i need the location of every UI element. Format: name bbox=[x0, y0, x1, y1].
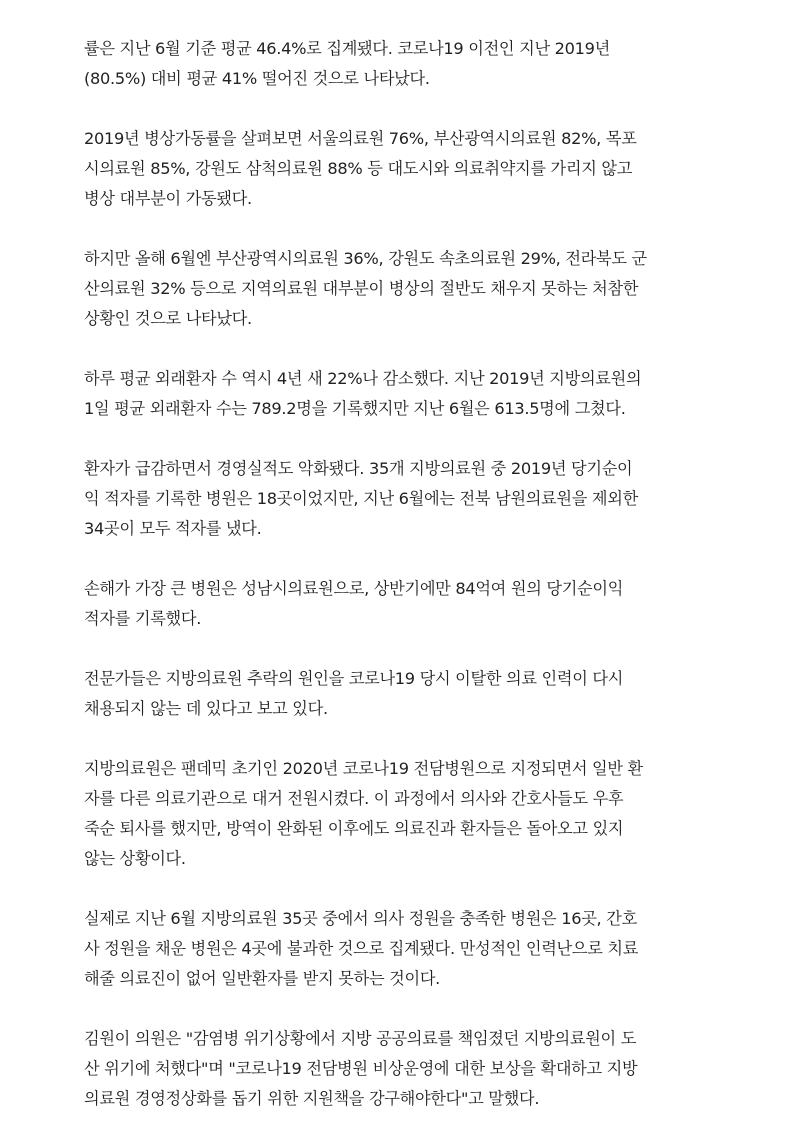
text-line: 지방의료원은 팬데믹 초기인 2020년 코로나19 전담병원으로 지정되면서 일반 환 bbox=[84, 759, 643, 778]
text-line: (80.5%) 대비 평균 41% 떨어진 것으로 나타났다. bbox=[84, 69, 430, 88]
text-line: 익 적자를 기록한 병원은 18곳이었지만, 지난 6월에는 전북 남원의료원을 제외한 bbox=[84, 489, 638, 508]
text-line: 김원이 의원은 "감염병 위기상황에서 지방 공공의료를 책임졌던 지방의료원이 도 bbox=[84, 1029, 637, 1048]
text-line: 사 정원을 채운 병원은 4곳에 불과한 것으로 집계됐다. 만성적인 인력난으로 치료 bbox=[84, 939, 639, 958]
paragraph bbox=[84, 34, 724, 94]
text-line: 않는 상황이다. bbox=[84, 849, 186, 868]
paragraph bbox=[84, 124, 724, 214]
text-line: 산의료원 32% 등으로 지역의료원 대부분이 병상의 절반도 채우지 못하는 처참한 bbox=[84, 279, 639, 298]
text-line: 하지만 올해 6월엔 부산광역시의료원 36%, 강원도 속초의료원 29%, 전라북도 군 bbox=[84, 249, 647, 268]
text-line: 시의료원 85%, 강원도 삼척의료원 88% 등 대도시와 의료취약지를 가리지 않고 bbox=[84, 159, 633, 178]
text-line: 적자를 기록했다. bbox=[84, 609, 202, 628]
text-line: 하루 평균 외래환자 수 역시 4년 새 22%나 감소했다. 지난 2019년 지방의료원의 bbox=[84, 369, 642, 388]
text-line: 손해가 가장 큰 병원은 성남시의료원으로, 상반기에만 84억여 원의 당기순이익 bbox=[84, 579, 624, 598]
text-line: 34곳이 모두 적자를 냈다. bbox=[84, 519, 262, 538]
paragraph bbox=[84, 244, 724, 334]
paragraph bbox=[84, 364, 724, 424]
paragraph bbox=[84, 904, 724, 994]
text-line: 자를 다른 의료기관으로 대거 전원시켰다. 이 과정에서 의사와 간호사들도 우후 bbox=[84, 789, 624, 808]
text-line: 의료원 경영정상화를 돕기 위한 지원책을 강구해야한다"고 말했다. bbox=[84, 1089, 540, 1108]
paragraph bbox=[84, 574, 724, 634]
text-line: 환자가 급감하면서 경영실적도 악화됐다. 35개 지방의료원 중 2019년 당기순이 bbox=[84, 459, 633, 478]
paragraph bbox=[84, 754, 724, 874]
text-line: 2019년 병상가동률을 살펴보면 서울의료원 76%, 부산광역시의료원 82%, 목포 bbox=[84, 129, 637, 148]
paragraph bbox=[84, 454, 724, 544]
text-line: 채용되지 않는 데 있다고 보고 있다. bbox=[84, 699, 328, 718]
text-line: 률은 지난 6월 기준 평균 46.4%로 집계됐다. 코로나19 이전인 지난 2019년 bbox=[84, 39, 610, 58]
text-line: 실제로 지난 6월 지방의료원 35곳 중에서 의사 정원을 충족한 병원은 16곳, 간호 bbox=[84, 909, 637, 928]
text-line: 죽순 퇴사를 했지만, 방역이 완화된 이후에도 의료진과 환자들은 돌아오고 있지 bbox=[84, 819, 624, 838]
text-line: 해줄 의료진이 없어 일반환자를 받지 못하는 것이다. bbox=[84, 969, 440, 988]
text-line: 병상 대부분이 가동됐다. bbox=[84, 189, 252, 208]
paragraph bbox=[84, 664, 724, 724]
text-line: 1일 평균 외래환자 수는 789.2명을 기록했지만 지난 6월은 613.5명에 그쳤다. bbox=[84, 399, 626, 418]
text-line: 전문가들은 지방의료원 추락의 원인을 코로나19 당시 이탈한 의료 인력이 다시 bbox=[84, 669, 624, 688]
article-body bbox=[84, 34, 724, 1144]
text-line: 산 위기에 처했다"며 "코로나19 전담병원 비상운영에 대한 보상을 확대하고 지방 bbox=[84, 1059, 638, 1078]
text-line: 상황인 것으로 나타났다. bbox=[84, 309, 252, 328]
paragraph bbox=[84, 1024, 724, 1114]
